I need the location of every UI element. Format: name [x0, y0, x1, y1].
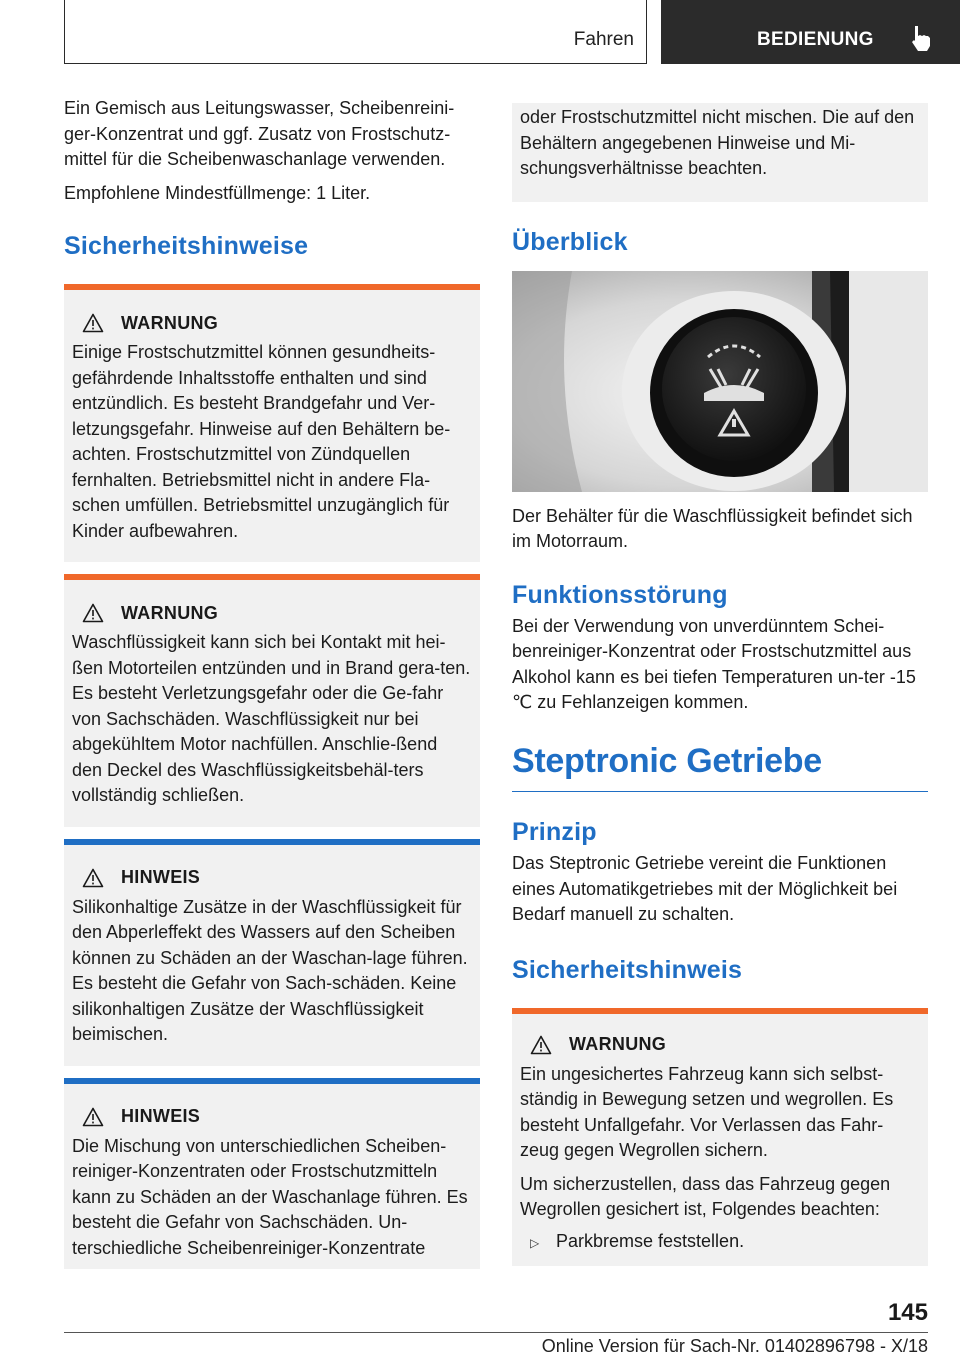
- warning-triangle-icon: [82, 868, 104, 888]
- bullet-triangle-icon: ▷: [530, 1235, 540, 1250]
- warning-triangle-icon: [82, 313, 104, 333]
- warning-text: Waschflüssigkeit kann sich bei Kontakt mit hei-ßen Motorteilen entzünden und in Brand gera-ten. Es besteht Verletzungsgefahr oder die Ge-fahr von Sachschäden. Waschflüssigkeit nur bei abgekühltem Motor nachfüllen. Anschlie-ßend den Deckel des Waschflüssigkeitsbehäl-ters vollständig schließen.: [72, 632, 471, 805]
- notice-text: Silikonhaltige Zusätze in der Waschflüssigkeit für den Abperleffekt des Wassers auf den Scheiben können zu Schäden an der Waschan-lage führen. Es besteht die Gefahr von Sach-schäden. Keine silikonhaltigen Zusätze der Waschflüssigkeit beimischen.: [72, 896, 468, 1044]
- list-item-text: Parkbremse feststellen.: [556, 1230, 745, 1251]
- warning-triangle-icon: [82, 1107, 104, 1127]
- footer-rule: [64, 1332, 928, 1333]
- list-item: [520, 1229, 920, 1257]
- left-column: [64, 96, 480, 1269]
- heading-sicherheitshinweise: Sicherheitshinweise: [64, 232, 309, 260]
- tab-bedienung[interactable]: [661, 0, 960, 64]
- notice-continuation: [512, 103, 928, 202]
- warning-title: WARNUNG: [121, 312, 219, 333]
- notice-title: HINWEIS: [121, 867, 201, 887]
- notice-box-2: [64, 1078, 480, 1270]
- washer-fluid-cap-photo: [512, 271, 928, 492]
- notice-title: HINWEIS: [121, 1106, 201, 1126]
- warning-box-3: [512, 1008, 928, 1267]
- warning-box-2: [64, 574, 480, 827]
- principle-text: Das Steptronic Getriebe vereint die Funktionen eines Automatikgetriebes mit der Möglichkeit bei Bedarf manuell zu schalten.: [512, 853, 898, 924]
- notice-text: Die Mischung von unterschiedlichen Scheiben-reiniger-Konzentraten oder Frostschutzmitteln kann zu Schäden an der Waschanlage führen. Es besteht die Gefahr von Sachschäden. Un-terschiedliche Scheibenreiniger-Konzentrate: [72, 1135, 468, 1258]
- warning-title: WARNUNG: [121, 602, 219, 623]
- warning-text: Einige Frostschutzmittel können gesundheits-gefährdende Inhaltsstoffe enthalten und sind entzündlich. Es besteht Brandgefahr und Ver-letzungsgefahr. Hinweise auf den Behältern be-achten. Frostschutzmittel von Zündquellen fernhalten. Betriebsmittel nicht in andere Fla-schen umfüllen. Betriebsmittel unzugänglich für Kinder aufbewahren.: [72, 342, 451, 541]
- heading-ueberblick: Überblick: [512, 227, 628, 256]
- heading-funktionsstoerung: Funktionsstörung: [512, 580, 728, 609]
- chapter-heading: Steptronic Getriebe: [512, 741, 822, 780]
- intro-paragraph-1: Ein Gemisch aus Leitungswasser, Scheibenreini-ger-Konzentrat und ggf. Zusatz von Frostschutz-mittel für die Scheibenwaschanlage verwenden.: [64, 98, 455, 169]
- heading-sicherheitshinweis: Sicherheitshinweis: [512, 955, 743, 984]
- notice-continuation-text: oder Frostschutzmittel nicht mischen. Die auf den Behältern angegebenen Hinweise und Mi-schungsverhältnisse beachten.: [520, 107, 915, 178]
- warning-box-1: [64, 284, 480, 562]
- warning-triangle-icon: [530, 1035, 552, 1055]
- fault-text: Bei der Verwendung von unverdünntem Schei-benreiniger-Konzentrat oder Frostschutzmittel aus Alkohol kann es bei tiefen Temperaturen un-ter -15 ℃ zu Fehlanzeigen kommen.: [512, 615, 916, 712]
- tab-bedienung-label: BEDIENUNG: [757, 29, 874, 50]
- pointing-hand-icon: [909, 24, 935, 52]
- intro-paragraph-2: Empfohlene Mindestfüllmenge: 1 Liter.: [64, 182, 371, 203]
- warning-text-2: Um sicherzustellen, dass das Fahrzeug gegen Wegrollen gesichert ist, Folgendes beachten:: [520, 1173, 891, 1219]
- overview-caption: Der Behälter für die Waschflüssigkeit befindet sich im Motorraum.: [512, 505, 913, 551]
- tab-fahren[interactable]: [64, 0, 647, 64]
- page-number: 145: [887, 1299, 928, 1326]
- warning-triangle-icon: [82, 603, 104, 623]
- warning-title: WARNUNG: [569, 1034, 667, 1054]
- heading-prinzip: Prinzip: [512, 818, 597, 846]
- right-column: [512, 103, 928, 1266]
- tab-fahren-label: Fahren: [573, 28, 634, 50]
- notice-box-1: [64, 839, 480, 1066]
- warning-text: Ein ungesichertes Fahrzeug kann sich selbst-ständig in Bewegung setzen und wegrollen. Es besteht Unfallgefahr. Vor Verlassen das Fahr-zeug gegen Wegrollen sichern.: [520, 1063, 894, 1160]
- online-version-text: Online Version für Sach-Nr. 01402896798 - X/18: [541, 1336, 928, 1356]
